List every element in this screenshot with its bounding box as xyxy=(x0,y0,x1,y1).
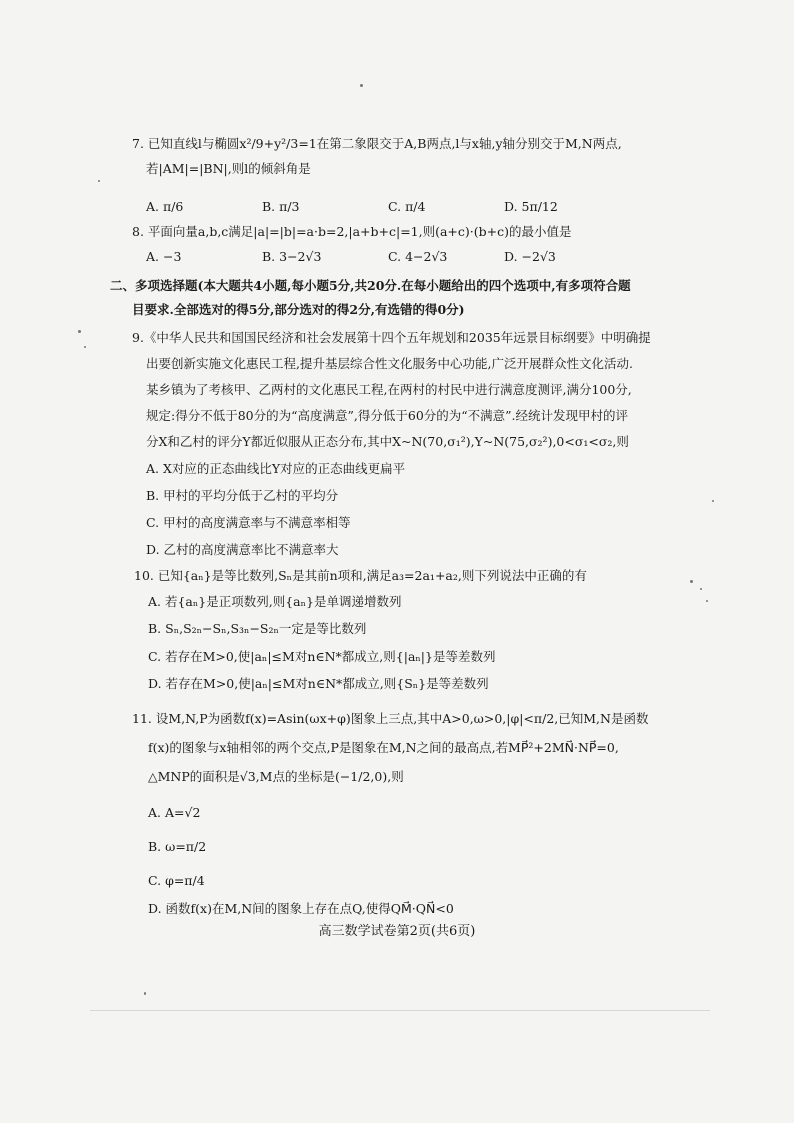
q10-stem: 10. 已知{aₙ}是等比数列,Sₙ是其前n项和,满足a₃=2a₁+a₂,则下列说法中正确的有 xyxy=(134,568,587,583)
scan-speck xyxy=(700,588,702,590)
q11-option-d: D. 函数f(x)在M,N间的图象上存在点Q,使得QM⃗·QN⃗<0 xyxy=(148,901,454,916)
q7-option-b: B. π/3 xyxy=(262,199,300,214)
q7-option-d: D. 5π/12 xyxy=(504,199,558,214)
q9-stem-line1: 9.《中华人民共和国国民经济和社会发展第十四个五年规划和2035年远景目标纲要》中明确提 xyxy=(132,330,651,345)
scan-edge-line xyxy=(90,1010,710,1011)
q8-option-b: B. 3−2√3 xyxy=(262,249,322,264)
scan-speck xyxy=(712,500,714,502)
scan-speck xyxy=(78,330,81,333)
scan-speck xyxy=(84,346,86,348)
q11-option-b: B. ω=π/2 xyxy=(148,839,207,854)
q10-option-a: A. 若{aₙ}是正项数列,则{aₙ}是单调递增数列 xyxy=(148,594,402,609)
q9-stem-line3: 某乡镇为了考核甲、乙两村的文化惠民工程,在两村的村民中进行满意度测评,满分100分, xyxy=(146,382,632,397)
q11-option-c: C. φ=π/4 xyxy=(148,873,205,888)
q10-option-c: C. 若存在M>0,使|aₙ|≤M对n∈N*都成立,则{|aₙ|}是等差数列 xyxy=(148,649,496,664)
page-footer: 高三数学试卷第2页(共6页) xyxy=(318,924,476,939)
q7-stem-line1: 7. 已知直线l与椭圆x²/9+y²/3=1在第二象限交于A,B两点,l与x轴,y轴分别交于M,N两点, xyxy=(132,136,622,151)
scan-speck xyxy=(98,180,100,182)
q9-option-c: C. 甲村的高度满意率与不满意率相等 xyxy=(146,515,351,530)
q9-stem-line5: 分X和乙村的评分Y都近似服从正态分布,其中X~N(70,σ₁²),Y~N(75,σ₂²),0<σ₁<σ₂,则 xyxy=(146,434,629,449)
q11-stem-line1: 11. 设M,N,P为函数f(x)=Asin(ωx+φ)图象上三点,其中A>0,ω>0,|φ|<π/2,已知M,N是函数 xyxy=(132,711,649,726)
q7-option-c: C. π/4 xyxy=(388,199,426,214)
q10-option-d: D. 若存在M>0,使|aₙ|≤M对n∈N*都成立,则{Sₙ}是等差数列 xyxy=(148,676,489,691)
q10-option-b: B. Sₙ,S₂ₙ−Sₙ,S₃ₙ−S₂ₙ一定是等比数列 xyxy=(148,621,367,636)
q11-stem-line3: △MNP的面积是√3,M点的坐标是(−1/2,0),则 xyxy=(148,769,404,784)
q8-option-c: C. 4−2√3 xyxy=(388,249,448,264)
scan-speck xyxy=(690,580,693,583)
section-2-heading-line2: 目要求.全部选对的得5分,部分选对的得2分,有选错的得0分) xyxy=(132,302,465,317)
scan-speck xyxy=(706,600,708,602)
q7-stem-line2: 若|AM|=|BN|,则l的倾斜角是 xyxy=(146,161,311,176)
q9-stem-line2: 出要创新实施文化惠民工程,提升基层综合性文化服务中心功能,广泛开展群众性文化活动. xyxy=(146,356,633,371)
q9-stem-line4: 规定:得分不低于80分的为“高度满意”,得分低于60分的为“不满意”.经统计发现甲村的评 xyxy=(146,408,629,423)
q8-option-a: A. −3 xyxy=(146,249,182,264)
scan-speck xyxy=(144,992,146,995)
q9-option-d: D. 乙村的高度满意率比不满意率大 xyxy=(146,542,339,557)
section-2-heading-line1: 二、多项选择题(本大题共4小题,每小题5分,共20分.在每小题给出的四个选项中,有多项符合题 xyxy=(110,278,631,293)
scan-speck xyxy=(360,84,363,87)
q8-option-d: D. −2√3 xyxy=(504,249,556,264)
q8-stem: 8. 平面向量a,b,c满足|a|=|b|=a·b=2,|a+b+c|=1,则(a+c)·(b+c)的最小值是 xyxy=(132,224,572,239)
q11-option-a: A. A=√2 xyxy=(148,805,201,820)
q9-option-b: B. 甲村的平均分低于乙村的平均分 xyxy=(146,488,339,503)
q7-option-a: A. π/6 xyxy=(146,199,184,214)
q9-option-a: A. X对应的正态曲线比Y对应的正态曲线更扁平 xyxy=(146,461,406,476)
q11-stem-line2: f(x)的图象与x轴相邻的两个交点,P是图象在M,N之间的最高点,若MP⃗²+2MN⃗·NP⃗=0, xyxy=(148,740,619,755)
